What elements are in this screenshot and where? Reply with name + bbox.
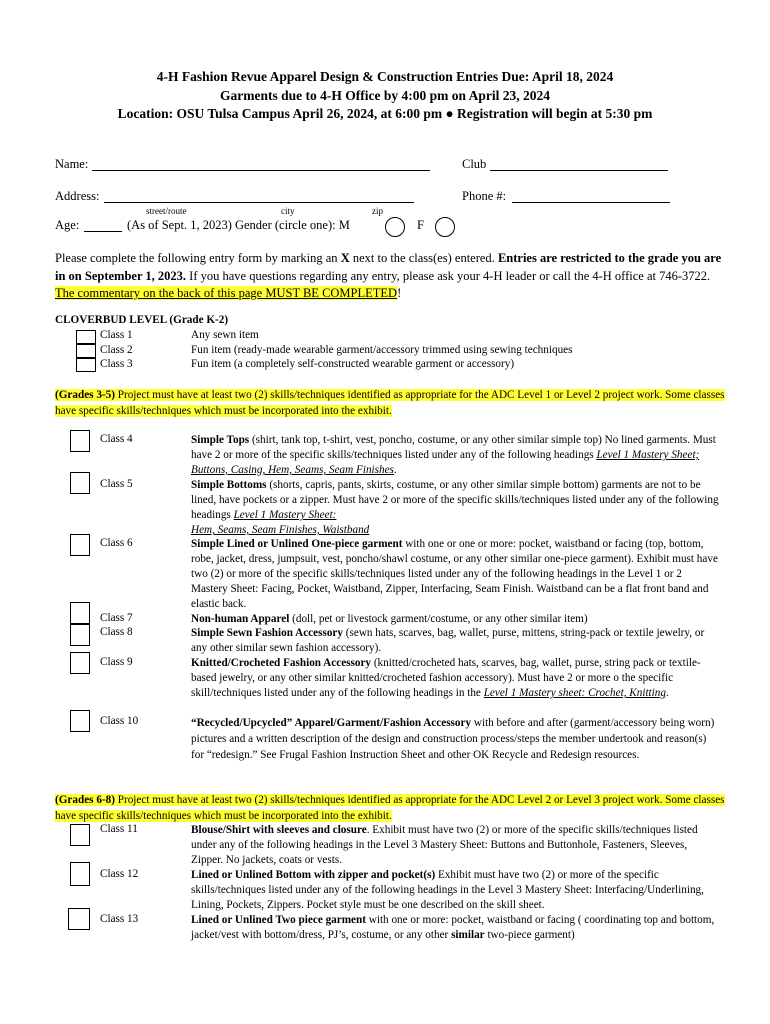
class-7-desc: Non-human Apparel (doll, pet or livestock garment/costume, or any other similar item)	[191, 613, 588, 625]
class-6-label: Class 6	[100, 537, 133, 549]
phone-label: Phone #:	[462, 189, 507, 203]
class-1-checkbox[interactable]	[76, 330, 96, 344]
class-12-desc: Lined or Unlined Bottom with zipper and pocket(s) Exhibit must have two (2) or more of the specific skills/techniques listed under any of the following headings in the Level 3 Mastery Sheet: Interfacing/Underlining, Lining, Pockets, Zippers. Pocket style must be one described on the skill sheet.	[191, 869, 704, 911]
street-hint: street/route	[146, 206, 187, 216]
class-4-desc: Simple Tops (shirt, tank top, t-shirt, vest, poncho, costume, or any other similar simple top) No lined garments. Must have 2 or more of the specific skills/techniques listed under any of the following headings Level 1 Mastery Sheet; Buttons, Casing, Hem, Seams, Seam Finishes.	[191, 434, 716, 476]
class-3-desc: Fun item (a completely self-constructed wearable garment or accessory)	[191, 358, 515, 370]
name-label: Name:	[55, 157, 89, 171]
address-label: Address:	[55, 189, 100, 203]
gender-f-label: F	[417, 218, 424, 232]
class-13-desc: Lined or Unlined Two piece garment with one or more: pocket, waistband or facing ( coordinating top and bottom, jacket/vest with bottom/dress, PJ’s, costume, or any other similar two-piece garment)	[191, 914, 715, 941]
class-3-checkbox[interactable]	[76, 358, 96, 372]
address-field[interactable]	[104, 188, 414, 203]
class-4-label: Class 4	[100, 433, 133, 445]
class-10-label: Class 10	[100, 715, 139, 727]
gender-f-circle[interactable]	[435, 217, 455, 237]
class-2-label: Class 2	[100, 344, 133, 356]
club-field[interactable]	[490, 156, 668, 171]
intro-paragraph: Please complete the following entry form by marking an X next to the class(es) entered. Entries are restricted to the grade you are in on September 1, 2023. If you have questions regarding any entry, please ask your 4-H leader or call the 4-H office at 746-3722. The commentary on the back of this page MUST BE COMPLETED!	[55, 251, 722, 300]
class-10-checkbox[interactable]	[70, 710, 90, 732]
class-9-desc: Knitted/Crocheted Fashion Accessory (knitted/crocheted hats, scarves, bag, wallet, purse, string pack or textile-based jewelry, or any other similar knitted/crocheted fashion accessory). Must have 2 or more o the specific skill/techniques listed under any of the following headings in the Level 1 Mastery sheet: Crochet, Knitting.	[191, 657, 701, 699]
class-5-label: Class 5	[100, 478, 133, 490]
club-label: Club	[462, 157, 487, 171]
class-10-desc: “Recycled/Upcycled” Apparel/Garment/Fashion Accessory with before and after (garment/accessory being worn) pictures and a written description of the design and construction process/steps the member undertook and reason(s) for “redesign.” See Frugal Fashion Instruction Sheet and other OK Recycle and Redesign resources.	[191, 717, 715, 761]
class-2-checkbox[interactable]	[76, 344, 96, 358]
age-label: Age:	[55, 218, 80, 232]
grades-6-8-heading: (Grades 6-8) Project must have at least two (2) skills/techniques identified as appropriate for the ADC Level 2 or Level 3 project work. Some classes have specific skills/techniques which must be incorporated into the exhibit.	[55, 794, 725, 822]
name-field[interactable]	[92, 156, 430, 171]
header-line-3: Location: OSU Tulsa Campus April 26, 2024, at 6:00 pm ● Registration will begin at 5:30 pm	[117, 106, 653, 121]
class-8-desc: Simple Sewn Fashion Accessory (sewn hats, scarves, bag, wallet, purse, mittens, string-pack or textile jewelry, or any other similar sewn fashion accessory).	[191, 627, 705, 654]
class-9-checkbox[interactable]	[70, 652, 90, 674]
zip-hint: zip	[372, 206, 383, 216]
phone-field[interactable]	[512, 188, 670, 203]
class-12-label: Class 12	[100, 868, 139, 880]
class-8-label: Class 8	[100, 626, 133, 638]
class-5-desc: Simple Bottoms (shorts, capris, pants, skirts, costume, or any other similar simple bottom) garments are not to be lined, have pockets or a zipper. Must have 2 or more of the specific skills/techniques listed under any of the following headings Level 1 Mastery Sheet: Hem, Seams, Seam Finishes, Waistband	[191, 479, 719, 536]
class-12-checkbox[interactable]	[70, 862, 90, 886]
age-field[interactable]	[84, 217, 122, 232]
gender-m-circle[interactable]	[385, 217, 405, 237]
age-note: (As of Sept. 1, 2023) Gender (circle one): M	[127, 218, 350, 232]
class-4-checkbox[interactable]	[70, 430, 90, 452]
header-line-1: 4-H Fashion Revue Apparel Design & Construction Entries Due: April 18, 2024	[156, 69, 614, 84]
class-8-checkbox[interactable]	[70, 624, 90, 646]
header-line-2: Garments due to 4-H Office by 4:00 pm on April 23, 2024	[220, 88, 550, 103]
class-11-checkbox[interactable]	[70, 824, 90, 846]
cloverbud-heading: CLOVERBUD LEVEL (Grade K-2)	[55, 314, 229, 326]
commentary-note: The commentary on the back of this page MUST BE COMPLETED	[55, 286, 398, 300]
class-6-checkbox[interactable]	[70, 534, 90, 556]
class-2-desc: Fun item (ready-made wearable garment/accessory trimmed using sewing techniques	[191, 344, 573, 356]
class-7-checkbox[interactable]	[70, 602, 90, 624]
class-9-label: Class 9	[100, 656, 133, 668]
class-11-desc: Blouse/Shirt with sleeves and closure. Exhibit must have two (2) or more of the specific skills/techniques listed under any of the following headings in the Level 3 Mastery Sheet: Buttons and Buttonhole, Fasteners, Sleeves, Zipper. No jackets, coats or vests.	[191, 824, 698, 866]
class-13-checkbox[interactable]	[68, 908, 90, 930]
class-6-desc: Simple Lined or Unlined One-piece garment with one or one or more: pocket, waistband or facing (top, bottom, robe, jacket, dress, jumpsuit, vest, poncho/shawl costume, or any other similar one-piece garment). Exhibit must have two (2) or more of the specific skills/techniques listed under any of the following headings in the Level 1 or 2 Mastery Sheet: Facing, Pocket, Waistband, Zipper, Interfacing, Seam Finish. Waistband can be a flat front band and elastic back.	[191, 538, 718, 610]
grades-3-5-heading: (Grades 3-5) Project must have at least two (2) skills/techniques identified as appropriate for the ADC Level 1 or Level 2 project work. Some classes have specific skills/techniques which must be incorporated into the exhibit.	[55, 389, 725, 417]
class-5-checkbox[interactable]	[70, 472, 90, 494]
class-3-label: Class 3	[100, 358, 133, 370]
class-11-label: Class 11	[100, 823, 138, 835]
class-13-label: Class 13	[100, 913, 139, 925]
class-7-label: Class 7	[100, 612, 133, 624]
city-hint: city	[281, 206, 295, 216]
class-1-desc: Any sewn item	[191, 329, 259, 341]
class-1-label: Class 1	[100, 329, 133, 341]
